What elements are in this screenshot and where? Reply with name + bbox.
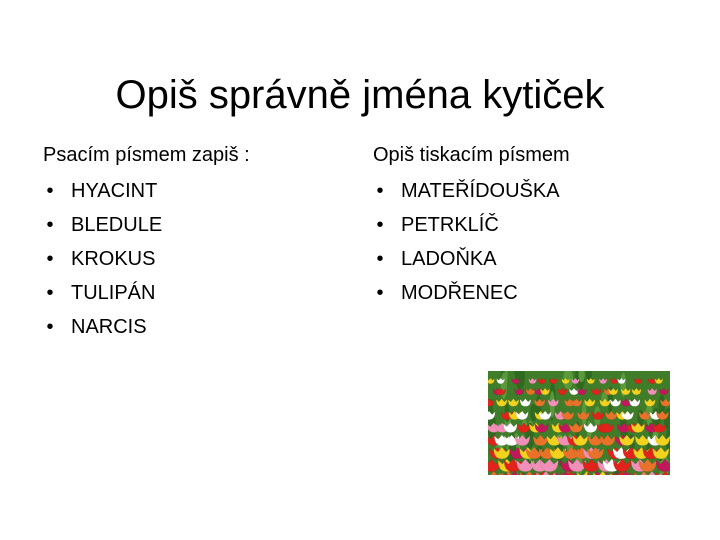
left-column-heading: Psacím písmem zapiš : [43, 144, 250, 166]
right-column [373, 140, 693, 310]
bullet-icon: • [46, 316, 54, 338]
list-item-label: MATEŘÍDOUŠKA [401, 180, 560, 202]
slide-title: Opiš správně jména kytiček [115, 72, 605, 117]
list-item [43, 208, 333, 242]
list-item [373, 276, 693, 310]
list-item-label: MODŘENEC [401, 282, 518, 304]
list-item [373, 208, 693, 242]
tulip-field-photo [488, 371, 670, 475]
list-item-label: NARCIS [71, 316, 147, 338]
list-item [43, 310, 333, 344]
list-item [43, 174, 333, 208]
left-column [43, 140, 333, 344]
tulip-field-icon [488, 371, 670, 475]
list-item [373, 174, 693, 208]
bullet-icon: • [46, 214, 54, 236]
left-bullet-list [43, 174, 333, 344]
list-item-label: BLEDULE [71, 214, 163, 236]
bullet-icon: • [376, 180, 384, 202]
list-item-label: TULIPÁN [71, 282, 156, 304]
list-item-label: KROKUS [71, 248, 156, 270]
list-item [373, 242, 693, 276]
list-item-label: LADOŇKA [401, 248, 497, 270]
list-item-label: PETRKLÍČ [401, 214, 499, 236]
bullet-icon: • [376, 248, 384, 270]
right-bullet-list [373, 174, 693, 310]
list-item-label: HYACINT [71, 180, 158, 202]
bullet-icon: • [46, 180, 54, 202]
bullet-icon: • [46, 282, 54, 304]
bullet-icon: • [376, 282, 384, 304]
list-item [43, 276, 333, 310]
list-item [43, 242, 333, 276]
bullet-icon: • [46, 248, 54, 270]
right-column-heading: Opiš tiskacím písmem [373, 144, 570, 166]
bullet-icon: • [376, 214, 384, 236]
